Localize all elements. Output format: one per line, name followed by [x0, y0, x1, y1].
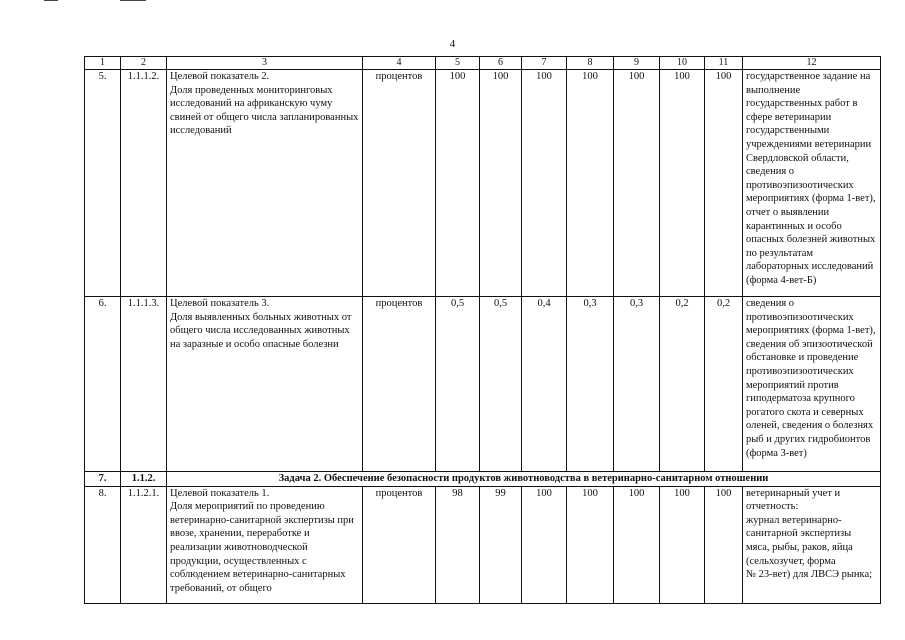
col-header: 11 — [705, 57, 743, 70]
value-cell: 100 — [614, 486, 660, 603]
row-number: 7. — [85, 472, 121, 487]
value-cell: 0,2 — [660, 297, 705, 472]
value-cell: 100 — [705, 70, 743, 297]
row-code: 1.1.2. — [121, 472, 167, 487]
page-number: 4 — [449, 38, 456, 50]
col-header: 2 — [121, 57, 167, 70]
col-header: 1 — [85, 57, 121, 70]
value-cell: 99 — [480, 486, 522, 603]
indicator-text: Целевой показатель 2. Доля проведенных мониторинговых исследований на африканскую чуму свиней от общего числа запланированных исследований — [167, 70, 363, 297]
source-text: ветеринарный учет и отчетность: журнал ветеринарно-санитарной экспертизы мяса, рыбы, раков, яйца (сельхозучет, форма № 23-вет) для ЛВСЭ рынка; — [743, 486, 881, 603]
value-cell: 100 — [567, 486, 614, 603]
value-cell: 0,5 — [480, 297, 522, 472]
value-cell: 0,3 — [614, 297, 660, 472]
header-row — [85, 57, 881, 70]
col-header: 4 — [363, 57, 436, 70]
unit-cell: процентов — [363, 297, 436, 472]
value-cell: 100 — [567, 70, 614, 297]
value-cell: 100 — [660, 70, 705, 297]
value-cell: 100 — [480, 70, 522, 297]
col-header: 10 — [660, 57, 705, 70]
row-number: 6. — [85, 297, 121, 472]
value-cell: 0,2 — [705, 297, 743, 472]
col-header: 7 — [522, 57, 567, 70]
col-header: 5 — [436, 57, 480, 70]
col-header: 9 — [614, 57, 660, 70]
value-cell: 100 — [705, 486, 743, 603]
value-cell: 100 — [436, 70, 480, 297]
row-number: 8. — [85, 486, 121, 603]
indicator-text: Целевой показатель 3. Доля выявленных больных животных от общего числа исследованных животных на заразные и особо опасные болезни — [167, 297, 363, 472]
row-code: 1.1.1.2. — [121, 70, 167, 297]
unit-cell: процентов — [363, 486, 436, 603]
col-header: 6 — [480, 57, 522, 70]
row-code: 1.1.1.3. — [121, 297, 167, 472]
value-cell: 100 — [522, 486, 567, 603]
scan-mark-left — [44, 0, 58, 1]
col-header: 3 — [167, 57, 363, 70]
table-row — [85, 486, 881, 603]
value-cell: 100 — [522, 70, 567, 297]
indicators-table — [84, 56, 881, 604]
unit-cell: процентов — [363, 70, 436, 297]
row-number: 5. — [85, 70, 121, 297]
table-row — [85, 70, 881, 297]
value-cell: 98 — [436, 486, 480, 603]
row-code: 1.1.2.1. — [121, 486, 167, 603]
source-text: государственное задание на выполнение государственных работ в сфере ветеринарии государственными учреждениями ветеринарии Свердловской области, сведения о противоэпизоотических мероприятиях (форма 1-вет), отчет о выявлении карантинных и особо опасных болезней животных по результатам лабораторных исследований (форма 4-вет-Б) — [743, 70, 881, 297]
source-text: сведения о противоэпизоотических мероприятиях (форма 1-вет), сведения об эпизоотической обстановке и проведение противоэпизоотических мероприятий против гиподерматоза крупного рогатого скота и северных оленей, сведения о болезнях рыб и других гидробионтов (форма 3-вет) — [743, 297, 881, 472]
col-header: 12 — [743, 57, 881, 70]
value-cell: 100 — [614, 70, 660, 297]
scan-mark-center — [120, 0, 146, 1]
value-cell: 0,3 — [567, 297, 614, 472]
value-cell: 0,5 — [436, 297, 480, 472]
task-title: Задача 2. Обеспечение безопасности продуктов животноводства в ветеринарно-санитарном отношении — [167, 472, 881, 487]
col-header: 8 — [567, 57, 614, 70]
value-cell: 0,4 — [522, 297, 567, 472]
indicator-text: Целевой показатель 1. Доля мероприятий по проведению ветеринарно-санитарной экспертизы при ввозе, хранении, переработке и реализации животноводческой продукции, осуществленных с соблюдением ветеринарно-санитарных требований, от общего — [167, 486, 363, 603]
task-row — [85, 472, 881, 487]
value-cell: 100 — [660, 486, 705, 603]
table-row — [85, 297, 881, 472]
